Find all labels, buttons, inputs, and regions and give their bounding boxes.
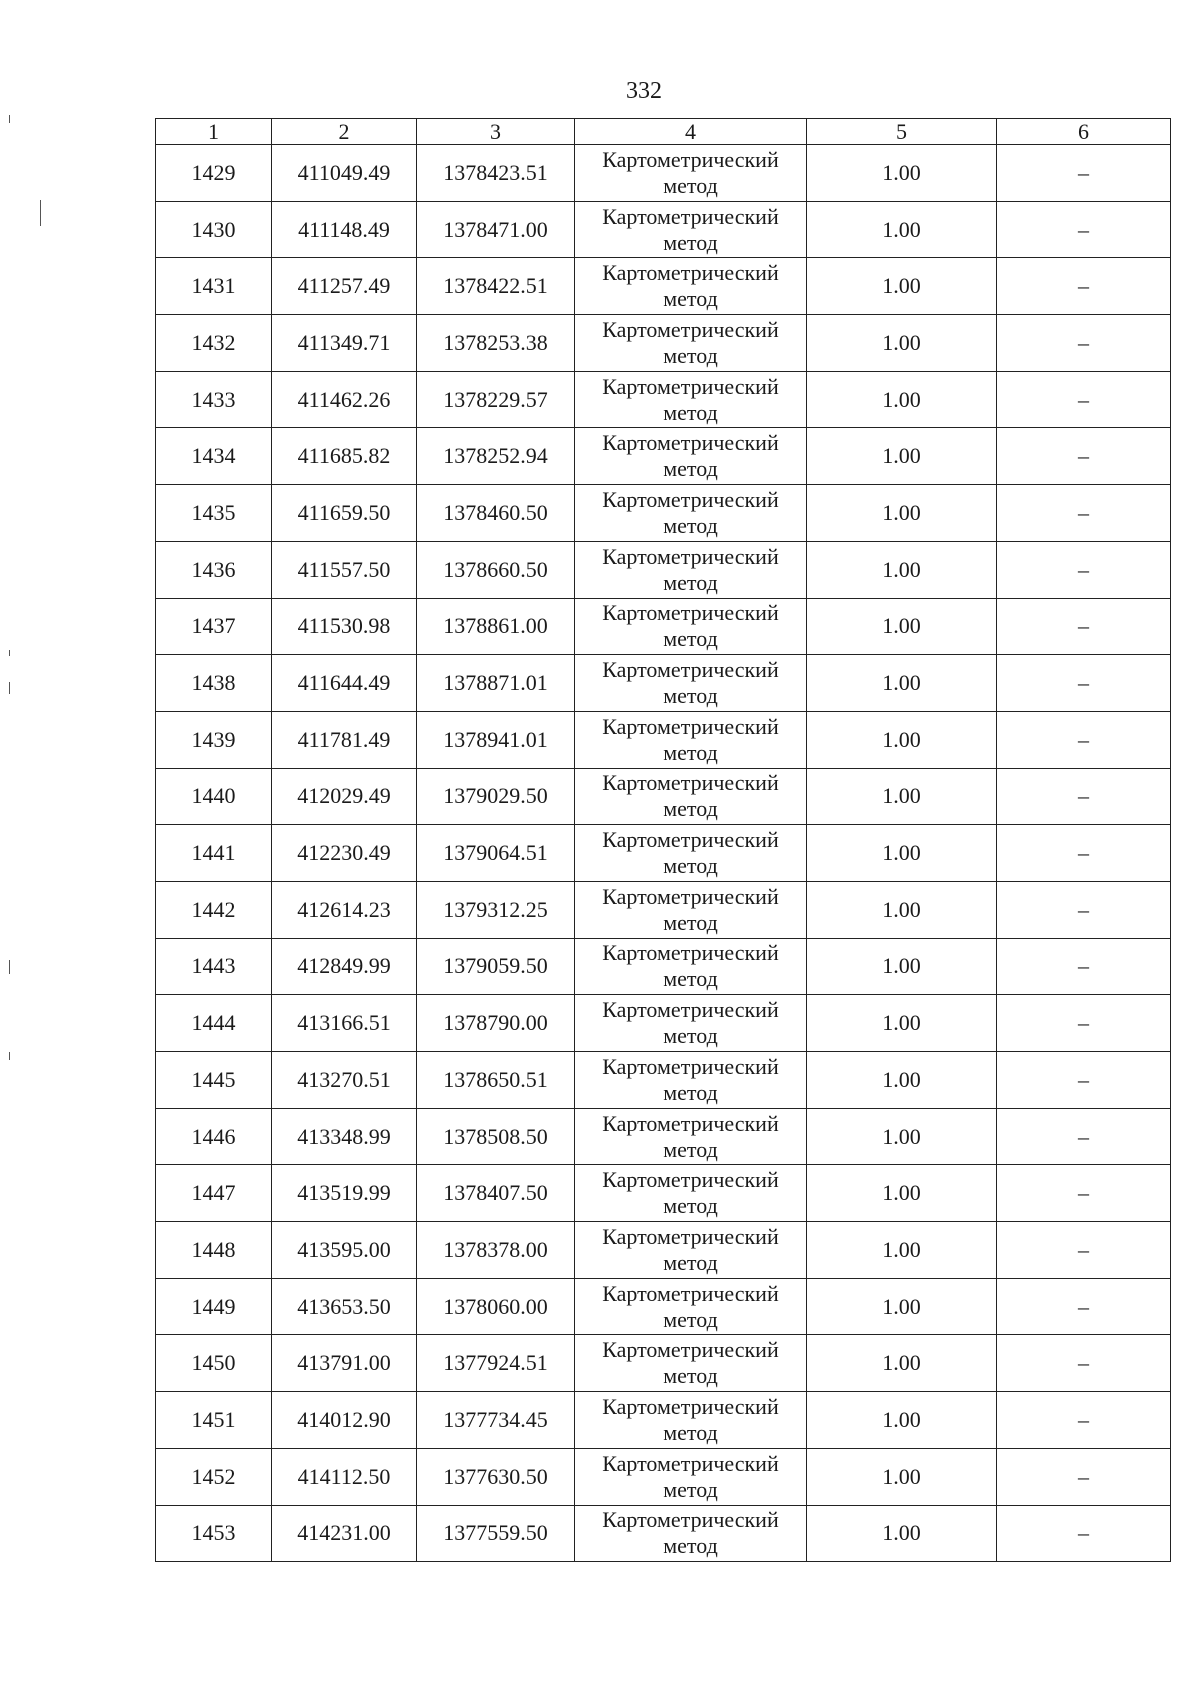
method-cell — [575, 1278, 807, 1335]
accuracy-cell: 1.00 — [807, 1448, 997, 1505]
note-cell: – — [997, 768, 1171, 825]
table-row — [156, 1052, 1171, 1109]
x-coordinate-cell: 411530.98 — [272, 598, 417, 655]
accuracy-cell: 1.00 — [807, 201, 997, 258]
x-coordinate-cell: 413166.51 — [272, 995, 417, 1052]
method-line-2: метод — [663, 229, 718, 255]
accuracy-cell: 1.00 — [807, 1108, 997, 1165]
y-coordinate-cell: 1378060.00 — [417, 1278, 575, 1335]
note-cell: – — [997, 1505, 1171, 1562]
y-coordinate-cell: 1379059.50 — [417, 938, 575, 995]
table-row — [156, 1165, 1171, 1222]
accuracy-cell: 1.00 — [807, 598, 997, 655]
accuracy-cell: 1.00 — [807, 1335, 997, 1392]
method-line-2: метод — [663, 512, 718, 538]
x-coordinate-cell: 414231.00 — [272, 1505, 417, 1562]
accuracy-cell: 1.00 — [807, 145, 997, 202]
note-cell: – — [997, 1052, 1171, 1109]
method-cell — [575, 485, 807, 542]
point-number-cell: 1438 — [156, 655, 272, 712]
accuracy-cell: 1.00 — [807, 1505, 997, 1562]
point-number-cell: 1439 — [156, 711, 272, 768]
x-coordinate-cell: 411781.49 — [272, 711, 417, 768]
accuracy-cell: 1.00 — [807, 995, 997, 1052]
method-line-1: Картометрический — [602, 1053, 779, 1079]
method-line-1: Картометрический — [602, 203, 779, 229]
column-header: 1 — [156, 119, 272, 145]
point-number-cell: 1431 — [156, 258, 272, 315]
method-cell — [575, 315, 807, 372]
table-row — [156, 145, 1171, 202]
accuracy-cell: 1.00 — [807, 938, 997, 995]
point-number-cell: 1442 — [156, 881, 272, 938]
note-cell: – — [997, 371, 1171, 428]
y-coordinate-cell: 1378650.51 — [417, 1052, 575, 1109]
x-coordinate-cell: 411049.49 — [272, 145, 417, 202]
method-cell — [575, 1448, 807, 1505]
y-coordinate-cell: 1378407.50 — [417, 1165, 575, 1222]
accuracy-cell: 1.00 — [807, 258, 997, 315]
method-line-2: метод — [663, 739, 718, 765]
x-coordinate-cell: 413653.50 — [272, 1278, 417, 1335]
method-line-2: метод — [663, 1419, 718, 1445]
point-number-cell: 1448 — [156, 1222, 272, 1279]
point-number-cell: 1429 — [156, 145, 272, 202]
method-line-2: метод — [663, 172, 718, 198]
method-line-1: Картометрический — [602, 1223, 779, 1249]
column-header: 3 — [417, 119, 575, 145]
note-cell: – — [997, 541, 1171, 598]
method-cell — [575, 258, 807, 315]
method-line-1: Картометрический — [602, 600, 779, 626]
method-line-1: Картометрический — [602, 1507, 779, 1533]
x-coordinate-cell: 412230.49 — [272, 825, 417, 882]
method-line-2: метод — [663, 853, 718, 879]
method-cell — [575, 1108, 807, 1165]
table-row — [156, 995, 1171, 1052]
accuracy-cell: 1.00 — [807, 485, 997, 542]
method-line-1: Картометрический — [602, 543, 779, 569]
accuracy-cell: 1.00 — [807, 541, 997, 598]
method-line-1: Картометрический — [602, 940, 779, 966]
table-row — [156, 541, 1171, 598]
method-line-2: метод — [663, 1249, 718, 1275]
method-cell — [575, 541, 807, 598]
note-cell: – — [997, 428, 1171, 485]
method-line-2: метод — [663, 1306, 718, 1332]
x-coordinate-cell: 413270.51 — [272, 1052, 417, 1109]
table-row — [156, 485, 1171, 542]
y-coordinate-cell: 1378460.50 — [417, 485, 575, 542]
column-header: 2 — [272, 119, 417, 145]
scan-artifact — [9, 115, 10, 123]
method-line-1: Картометрический — [602, 316, 779, 342]
method-cell — [575, 1505, 807, 1562]
method-line-2: метод — [663, 966, 718, 992]
y-coordinate-cell: 1379029.50 — [417, 768, 575, 825]
method-line-2: метод — [663, 456, 718, 482]
table-row — [156, 258, 1171, 315]
x-coordinate-cell: 412849.99 — [272, 938, 417, 995]
accuracy-cell: 1.00 — [807, 371, 997, 428]
header-row — [156, 119, 1171, 145]
y-coordinate-cell: 1377734.45 — [417, 1392, 575, 1449]
y-coordinate-cell: 1378861.00 — [417, 598, 575, 655]
note-cell: – — [997, 1278, 1171, 1335]
method-line-1: Картометрический — [602, 260, 779, 286]
table-row — [156, 711, 1171, 768]
method-line-1: Картометрический — [602, 1280, 779, 1306]
method-line-2: метод — [663, 286, 718, 312]
note-cell: – — [997, 1335, 1171, 1392]
y-coordinate-cell: 1378423.51 — [417, 145, 575, 202]
table-row — [156, 371, 1171, 428]
table-row — [156, 938, 1171, 995]
table-row — [156, 1392, 1171, 1449]
scan-artifact — [9, 1052, 10, 1060]
x-coordinate-cell: 411659.50 — [272, 485, 417, 542]
point-number-cell: 1445 — [156, 1052, 272, 1109]
table-row — [156, 1278, 1171, 1335]
method-cell — [575, 201, 807, 258]
method-line-2: метод — [663, 1193, 718, 1219]
note-cell: – — [997, 711, 1171, 768]
point-number-cell: 1449 — [156, 1278, 272, 1335]
note-cell: – — [997, 1108, 1171, 1165]
point-number-cell: 1437 — [156, 598, 272, 655]
accuracy-cell: 1.00 — [807, 1222, 997, 1279]
y-coordinate-cell: 1379312.25 — [417, 881, 575, 938]
method-line-2: метод — [663, 909, 718, 935]
y-coordinate-cell: 1379064.51 — [417, 825, 575, 882]
x-coordinate-cell: 412614.23 — [272, 881, 417, 938]
method-line-2: метод — [663, 399, 718, 425]
table-row — [156, 655, 1171, 712]
table-row — [156, 1222, 1171, 1279]
point-number-cell: 1435 — [156, 485, 272, 542]
method-line-1: Картометрический — [602, 146, 779, 172]
note-cell: – — [997, 938, 1171, 995]
x-coordinate-cell: 413791.00 — [272, 1335, 417, 1392]
method-cell — [575, 768, 807, 825]
column-header: 5 — [807, 119, 997, 145]
x-coordinate-cell: 411557.50 — [272, 541, 417, 598]
method-line-2: метод — [663, 796, 718, 822]
method-line-1: Картометрический — [602, 713, 779, 739]
method-cell — [575, 711, 807, 768]
column-header: 4 — [575, 119, 807, 145]
note-cell: – — [997, 315, 1171, 372]
x-coordinate-cell: 411685.82 — [272, 428, 417, 485]
note-cell: – — [997, 485, 1171, 542]
column-header: 6 — [997, 119, 1171, 145]
note-cell: – — [997, 1222, 1171, 1279]
table-row — [156, 428, 1171, 485]
method-cell — [575, 1052, 807, 1109]
accuracy-cell: 1.00 — [807, 1278, 997, 1335]
method-cell — [575, 371, 807, 428]
table-row — [156, 1448, 1171, 1505]
method-line-2: метод — [663, 626, 718, 652]
y-coordinate-cell: 1378378.00 — [417, 1222, 575, 1279]
y-coordinate-cell: 1377924.51 — [417, 1335, 575, 1392]
method-line-1: Картометрический — [602, 997, 779, 1023]
y-coordinate-cell: 1377630.50 — [417, 1448, 575, 1505]
method-line-1: Картометрический — [602, 827, 779, 853]
method-cell — [575, 655, 807, 712]
note-cell: – — [997, 201, 1171, 258]
method-line-2: метод — [663, 1079, 718, 1105]
method-cell — [575, 1222, 807, 1279]
method-line-2: метод — [663, 342, 718, 368]
x-coordinate-cell: 414112.50 — [272, 1448, 417, 1505]
method-cell — [575, 1392, 807, 1449]
table-row — [156, 315, 1171, 372]
scan-artifact — [9, 960, 10, 974]
method-line-2: метод — [663, 1363, 718, 1389]
scan-artifact — [40, 200, 41, 226]
note-cell: – — [997, 881, 1171, 938]
table-row — [156, 598, 1171, 655]
method-cell — [575, 938, 807, 995]
method-line-1: Картометрический — [602, 657, 779, 683]
method-line-2: метод — [663, 1136, 718, 1162]
accuracy-cell: 1.00 — [807, 428, 997, 485]
note-cell: – — [997, 258, 1171, 315]
point-number-cell: 1443 — [156, 938, 272, 995]
table-row — [156, 825, 1171, 882]
y-coordinate-cell: 1378660.50 — [417, 541, 575, 598]
y-coordinate-cell: 1377559.50 — [417, 1505, 575, 1562]
point-number-cell: 1441 — [156, 825, 272, 882]
point-number-cell: 1433 — [156, 371, 272, 428]
page-number: 332 — [626, 78, 662, 104]
accuracy-cell: 1.00 — [807, 825, 997, 882]
x-coordinate-cell: 411148.49 — [272, 201, 417, 258]
method-cell — [575, 881, 807, 938]
y-coordinate-cell: 1378941.01 — [417, 711, 575, 768]
accuracy-cell: 1.00 — [807, 881, 997, 938]
point-number-cell: 1440 — [156, 768, 272, 825]
x-coordinate-cell: 413519.99 — [272, 1165, 417, 1222]
point-number-cell: 1436 — [156, 541, 272, 598]
coordinates-table — [155, 118, 1171, 1562]
method-line-1: Картометрический — [602, 1337, 779, 1363]
point-number-cell: 1451 — [156, 1392, 272, 1449]
method-line-2: метод — [663, 569, 718, 595]
y-coordinate-cell: 1378253.38 — [417, 315, 575, 372]
method-line-1: Картометрический — [602, 1450, 779, 1476]
method-line-1: Картометрический — [602, 883, 779, 909]
method-cell — [575, 825, 807, 882]
y-coordinate-cell: 1378871.01 — [417, 655, 575, 712]
method-line-1: Картометрический — [602, 486, 779, 512]
accuracy-cell: 1.00 — [807, 655, 997, 712]
method-line-2: метод — [663, 1476, 718, 1502]
scan-artifact — [9, 650, 10, 656]
method-cell — [575, 145, 807, 202]
y-coordinate-cell: 1378252.94 — [417, 428, 575, 485]
method-line-2: метод — [663, 683, 718, 709]
method-line-2: метод — [663, 1023, 718, 1049]
note-cell: – — [997, 598, 1171, 655]
table-row — [156, 1108, 1171, 1165]
method-line-1: Картометрический — [602, 430, 779, 456]
method-line-1: Картометрический — [602, 1393, 779, 1419]
table-row — [156, 201, 1171, 258]
y-coordinate-cell: 1378229.57 — [417, 371, 575, 428]
y-coordinate-cell: 1378790.00 — [417, 995, 575, 1052]
method-line-1: Картометрический — [602, 373, 779, 399]
method-cell — [575, 598, 807, 655]
table-row — [156, 1335, 1171, 1392]
point-number-cell: 1434 — [156, 428, 272, 485]
note-cell: – — [997, 1165, 1171, 1222]
point-number-cell: 1447 — [156, 1165, 272, 1222]
point-number-cell: 1453 — [156, 1505, 272, 1562]
x-coordinate-cell: 413348.99 — [272, 1108, 417, 1165]
y-coordinate-cell: 1378471.00 — [417, 201, 575, 258]
x-coordinate-cell: 411644.49 — [272, 655, 417, 712]
accuracy-cell: 1.00 — [807, 768, 997, 825]
table-row — [156, 881, 1171, 938]
note-cell: – — [997, 1448, 1171, 1505]
method-line-1: Картометрический — [602, 1167, 779, 1193]
method-cell — [575, 428, 807, 485]
accuracy-cell: 1.00 — [807, 1392, 997, 1449]
accuracy-cell: 1.00 — [807, 315, 997, 372]
x-coordinate-cell: 413595.00 — [272, 1222, 417, 1279]
point-number-cell: 1450 — [156, 1335, 272, 1392]
scan-artifact — [9, 682, 10, 694]
point-number-cell: 1446 — [156, 1108, 272, 1165]
x-coordinate-cell: 414012.90 — [272, 1392, 417, 1449]
note-cell: – — [997, 825, 1171, 882]
accuracy-cell: 1.00 — [807, 1165, 997, 1222]
note-cell: – — [997, 655, 1171, 712]
method-cell — [575, 995, 807, 1052]
accuracy-cell: 1.00 — [807, 1052, 997, 1109]
x-coordinate-cell: 411349.71 — [272, 315, 417, 372]
y-coordinate-cell: 1378508.50 — [417, 1108, 575, 1165]
point-number-cell: 1430 — [156, 201, 272, 258]
x-coordinate-cell: 412029.49 — [272, 768, 417, 825]
method-cell — [575, 1165, 807, 1222]
note-cell: – — [997, 145, 1171, 202]
method-cell — [575, 1335, 807, 1392]
point-number-cell: 1444 — [156, 995, 272, 1052]
method-line-2: метод — [663, 1533, 718, 1559]
method-line-1: Картометрический — [602, 770, 779, 796]
method-line-1: Картометрический — [602, 1110, 779, 1136]
table-row — [156, 768, 1171, 825]
note-cell: – — [997, 1392, 1171, 1449]
x-coordinate-cell: 411462.26 — [272, 371, 417, 428]
point-number-cell: 1432 — [156, 315, 272, 372]
note-cell: – — [997, 995, 1171, 1052]
y-coordinate-cell: 1378422.51 — [417, 258, 575, 315]
accuracy-cell: 1.00 — [807, 711, 997, 768]
x-coordinate-cell: 411257.49 — [272, 258, 417, 315]
table-row — [156, 1505, 1171, 1562]
point-number-cell: 1452 — [156, 1448, 272, 1505]
